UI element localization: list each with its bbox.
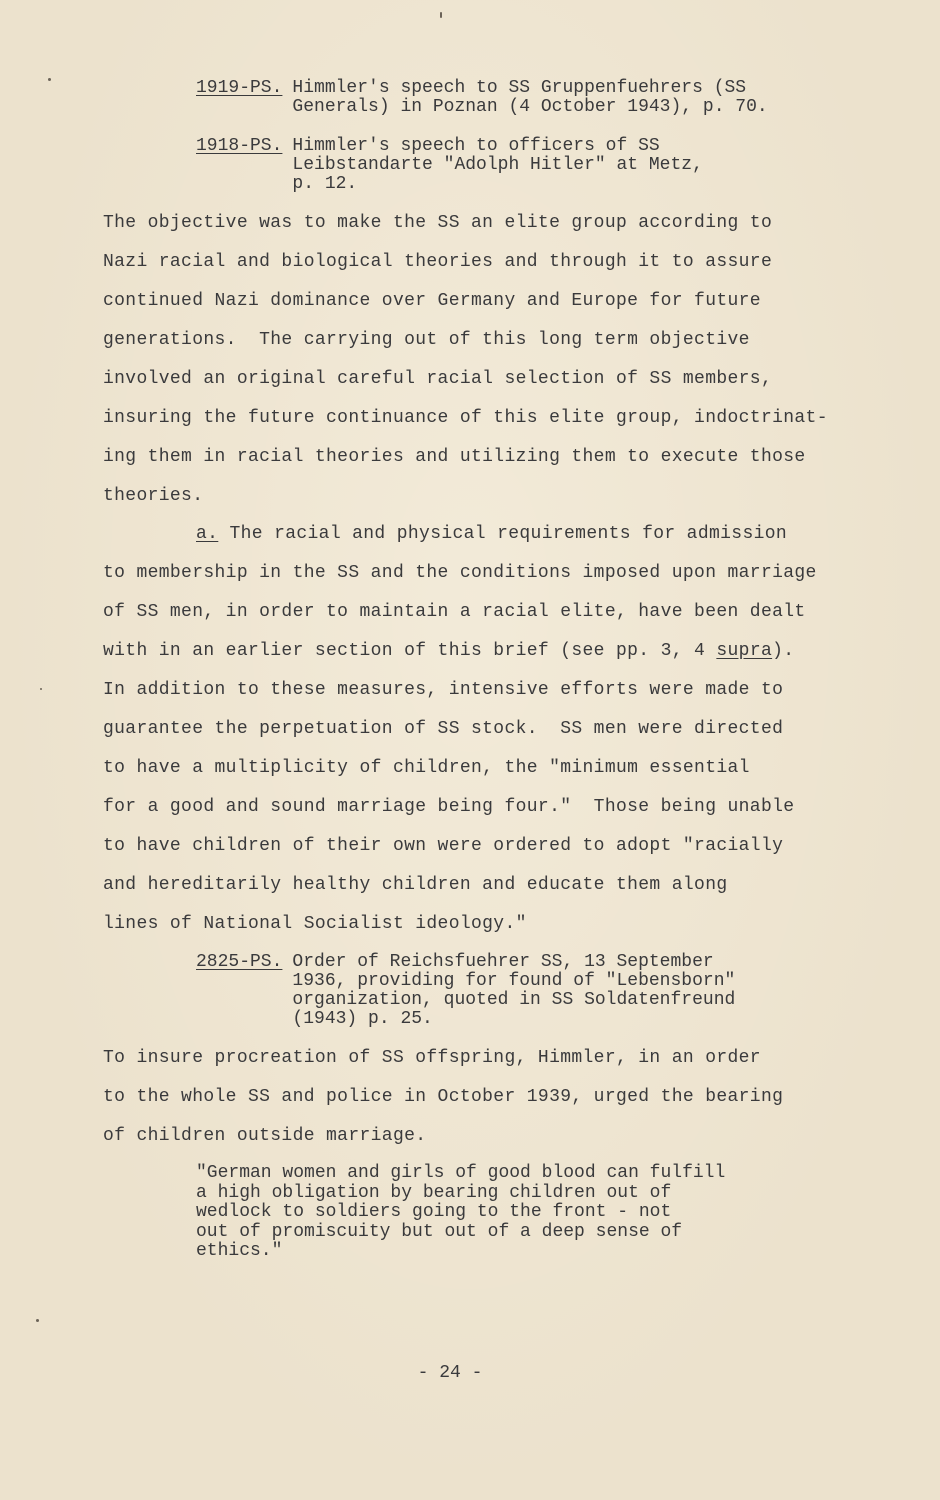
text-line: and hereditarily healthy children and educate them along: [103, 875, 728, 895]
text-line: The objective was to make the SS an elite group according to: [103, 213, 773, 233]
citation-1919-ps: [196, 79, 768, 117]
text-line: of SS men, in order to maintain a racial elite, have been dealt: [103, 602, 806, 622]
citation-text: Himmler's speech to officers of SS Leibstandarte "Adolph Hitler" at Metz, p. 12.: [292, 136, 703, 194]
citation-text: Order of Reichsfuehrer SS, 13 September 1936, providing for found of "Lebensborn" organization, quoted in SS Soldatenfreund (1943) p. 25.: [292, 952, 736, 1029]
scan-speck: [36, 1319, 39, 1322]
text-line: [103, 641, 794, 661]
block-quote: "German women and girls of good blood can fulfill a high obligation by bearing children out of wedlock to soldiers going to the front - not out of promiscuity but out of a deep sense of ethics.": [196, 1163, 726, 1261]
text-line: to membership in the SS and the conditions imposed upon marriage: [103, 563, 817, 583]
citation-ref: 1919-PS.: [196, 78, 283, 98]
text-fragment: ).: [772, 641, 795, 661]
text-line: continued Nazi dominance over Germany and Europe for future: [103, 291, 761, 311]
text-line: generations. The carrying out of this long term objective: [103, 330, 750, 350]
text-line: to have a multiplicity of children, the "minimum essential: [103, 758, 750, 778]
text-line: [196, 524, 787, 544]
section-label: a.: [196, 524, 219, 544]
scan-speck: [440, 12, 442, 18]
text-line: for a good and sound marriage being four." Those being unable: [103, 797, 795, 817]
citation-text: Himmler's speech to SS Gruppenfuehrers (SS Generals) in Poznan (4 October 1943), p. 70.: [292, 78, 768, 117]
citation-ref: 2825-PS.: [196, 952, 283, 972]
text-line: to have children of their own were ordered to adopt "racially: [103, 836, 784, 856]
scan-speck: [40, 688, 42, 690]
text-line: Nazi racial and biological theories and through it to assure: [103, 252, 773, 272]
text-line: of children outside marriage.: [103, 1126, 427, 1146]
text-fragment: The racial and physical requirements for admission: [218, 524, 788, 544]
citation-2825-ps: [196, 953, 735, 1029]
citation-ref: 1918-PS.: [196, 136, 283, 156]
text-line: theories.: [103, 486, 204, 506]
text-line: lines of National Socialist ideology.": [103, 914, 527, 934]
text-line: In addition to these measures, intensive efforts were made to: [103, 680, 784, 700]
page-number: - 24 -: [417, 1363, 483, 1383]
emphasized-term: supra: [716, 641, 773, 661]
text-line: involved an original careful racial selection of SS members,: [103, 369, 773, 389]
text-line: ing them in racial theories and utilizing them to execute those: [103, 447, 806, 467]
text-line: to the whole SS and police in October 1939, urged the bearing: [103, 1087, 784, 1107]
citation-1918-ps: [196, 137, 703, 194]
scan-speck: [48, 78, 51, 81]
text-line: guarantee the perpetuation of SS stock. SS men were directed: [103, 719, 784, 739]
text-fragment: with in an earlier section of this brief (see pp. 3, 4: [103, 641, 717, 661]
text-line: insuring the future continuance of this elite group, indoctrinat-: [103, 408, 828, 428]
text-line: To insure procreation of SS offspring, Himmler, in an order: [103, 1048, 761, 1068]
